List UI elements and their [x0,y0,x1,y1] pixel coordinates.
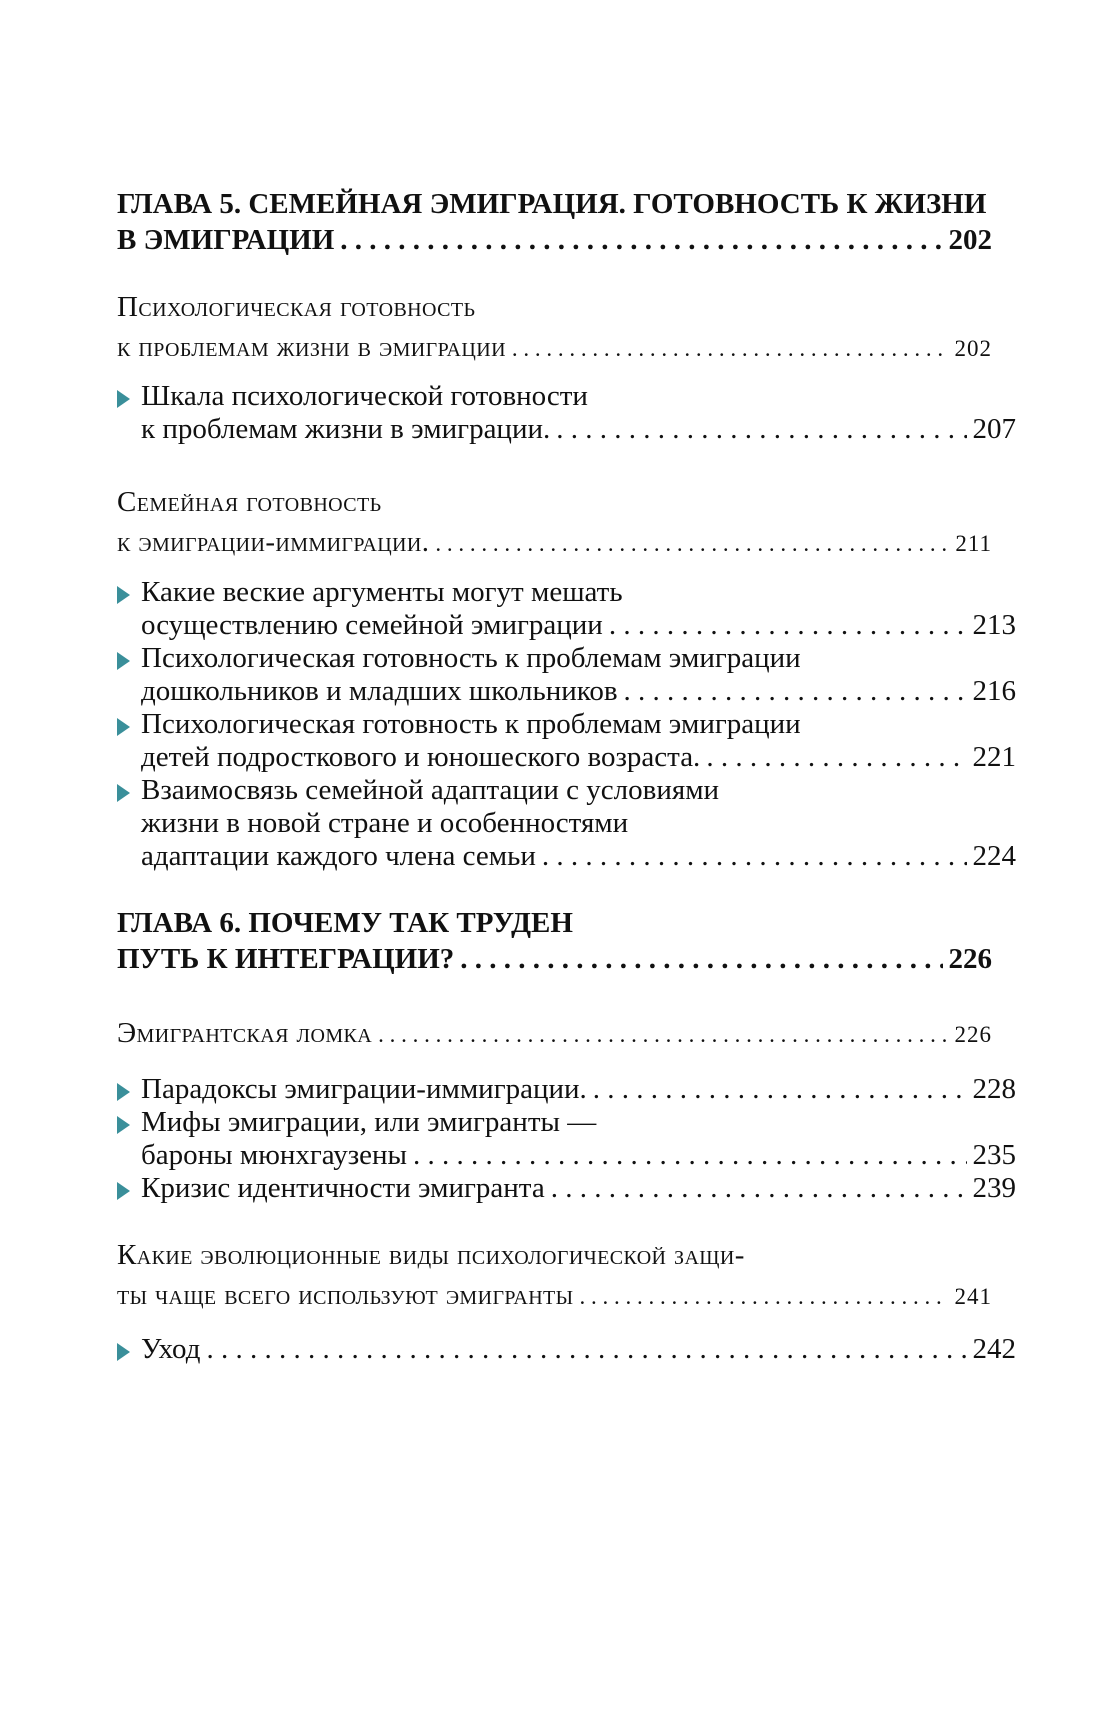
dot-leader [512,329,949,369]
toc-entry-section[interactable] [117,1013,992,1055]
page-number: 226 [948,943,992,975]
toc-entry-chapter[interactable] [117,905,992,977]
toc-entry-line [141,1073,1016,1106]
dot-leader [378,1015,948,1055]
page-number: 235 [972,1139,1016,1171]
triangle-right-icon [117,1343,130,1361]
toc-entry-line [117,1013,992,1055]
toc-entry-line [141,807,1016,840]
triangle-right-icon [117,652,130,670]
dot-leader [542,840,967,873]
toc-entry-section[interactable] [117,287,992,369]
page-number: 239 [972,1172,1016,1204]
toc-entry-line [141,1172,1016,1205]
triangle-right-icon [117,390,130,408]
dot-leader [460,941,942,977]
toc-entry-title: Семейная готовность [117,486,382,518]
toc-entry-line [141,1106,1016,1139]
toc-entry-line [141,774,1016,807]
toc-entry-section[interactable] [117,1235,992,1317]
toc-entry-title: В ЭМИГРАЦИИ [117,224,335,256]
page-number: 241 [954,1284,992,1309]
page-number: 202 [948,224,992,256]
page-number: 202 [954,336,992,361]
toc-entry-title: к проблемам жизни в эмиграции. [141,413,551,445]
dot-leader [556,413,966,446]
toc-entry-title: осуществлению семейной эмиграции [141,609,603,641]
toc-entry-line [141,741,1016,774]
toc-entry-line [141,675,1016,708]
dot-leader [609,609,967,642]
triangle-right-icon [117,718,130,736]
toc-entry-title: детей подросткового и юношеского возраста. [141,741,701,773]
dot-leader [706,741,966,774]
toc-entry-title: ПУТЬ К ИНТЕГРАЦИИ? [117,943,455,975]
toc-entry-line [117,1275,992,1317]
toc-entry-title: Кризис идентичности эмигранта [141,1172,545,1204]
toc-entry-title: к проблемам жизни в эмиграции [117,331,506,363]
toc-entry-line [141,576,1016,609]
toc-entry-sub[interactable] [117,576,1016,642]
toc-entry-title: Какие веские аргументы могут мешать [141,576,623,608]
triangle-right-icon [117,1182,130,1200]
triangle-right-icon [117,784,130,802]
toc-entry-line [141,1139,1016,1172]
toc-entry-line [117,327,992,369]
toc-entry-title: Взаимосвязь семейной адаптации с условиями [141,774,720,806]
toc-entry-title: Эмигрантская ломка [117,1017,373,1049]
page-number: 221 [972,741,1016,773]
toc-entry-sub[interactable] [117,708,1016,774]
toc-entry-title: Психологическая готовность к проблемам эмиграции [141,708,801,740]
toc-entry-title: Психологическая готовность к проблемам эмиграции [141,642,801,674]
page-number: 211 [955,531,992,556]
toc-entry-line [141,1333,1016,1366]
toc-entry-sub[interactable] [117,1172,1016,1205]
toc-entry-sub[interactable] [117,642,1016,708]
page-number: 216 [972,675,1016,707]
toc-entry-line [141,413,1016,446]
dot-leader [551,1172,967,1205]
page-number: 213 [972,609,1016,641]
toc-entry-sub[interactable] [117,1333,1016,1366]
page-number: 226 [954,1022,992,1047]
toc-entry-title: бароны мюнхгаузены [141,1139,408,1171]
toc-entry-title: Шкала психологической готовности [141,380,588,412]
toc-entry-title: Уход [141,1333,201,1365]
toc-entry-sub[interactable] [117,774,1016,873]
toc-entry-title: Парадоксы эмиграции-иммиграции. [141,1073,587,1105]
dot-leader [435,524,949,564]
toc-entry-chapter[interactable] [117,186,992,258]
dot-leader [206,1333,966,1366]
toc-entry-line [141,380,1016,413]
toc-entry-line [141,708,1016,741]
page-number: 242 [972,1333,1016,1365]
dot-leader [340,222,942,258]
toc-entry-title: ГЛАВА 5. СЕМЕЙНАЯ ЭМИГРАЦИЯ. ГОТОВНОСТЬ К ЖИЗНИ [117,188,987,220]
toc-entry-line [117,941,992,977]
dot-leader [624,675,967,708]
toc-entry-line [117,222,992,258]
page-number: 228 [972,1073,1016,1105]
toc-entry-line [141,642,1016,675]
toc-entry-title: ты чаще всего используют эмигранты [117,1279,574,1311]
dot-leader [593,1073,967,1106]
toc-entry-title: ГЛАВА 6. ПОЧЕМУ ТАК ТРУДЕН [117,907,573,939]
toc-entry-sub[interactable] [117,1106,1016,1172]
toc-entry-title: жизни в новой стране и особенностями [141,807,629,839]
toc-entry-sub[interactable] [117,380,1016,446]
toc-entry-line [117,186,992,222]
toc-entry-line [117,482,992,522]
toc-entry-line [117,522,992,564]
toc-entry-line [141,840,1016,873]
triangle-right-icon [117,586,130,604]
toc-entry-line [117,905,992,941]
page-number: 224 [972,840,1016,872]
dot-leader [413,1139,966,1172]
toc-entry-title: адаптации каждого члена семьи [141,840,536,872]
toc-entry-sub[interactable] [117,1073,1016,1106]
toc-entry-line [117,1235,992,1275]
toc-entry-title: дошкольников и младших школьников [141,675,618,707]
triangle-right-icon [117,1083,130,1101]
toc-entry-title: к эмиграции-иммиграции. [117,526,430,558]
triangle-right-icon [117,1116,130,1134]
toc-entry-line [141,609,1016,642]
page-number: 207 [972,413,1016,445]
toc-entry-title: Какие эволюционные виды психологической защи- [117,1239,745,1271]
toc-entry-title: Психологическая готовность [117,291,476,323]
toc-entry-section[interactable] [117,482,992,564]
dot-leader [580,1277,949,1317]
toc-entry-line [117,287,992,327]
toc-entry-title: Мифы эмиграции, или эмигранты — [141,1106,597,1138]
